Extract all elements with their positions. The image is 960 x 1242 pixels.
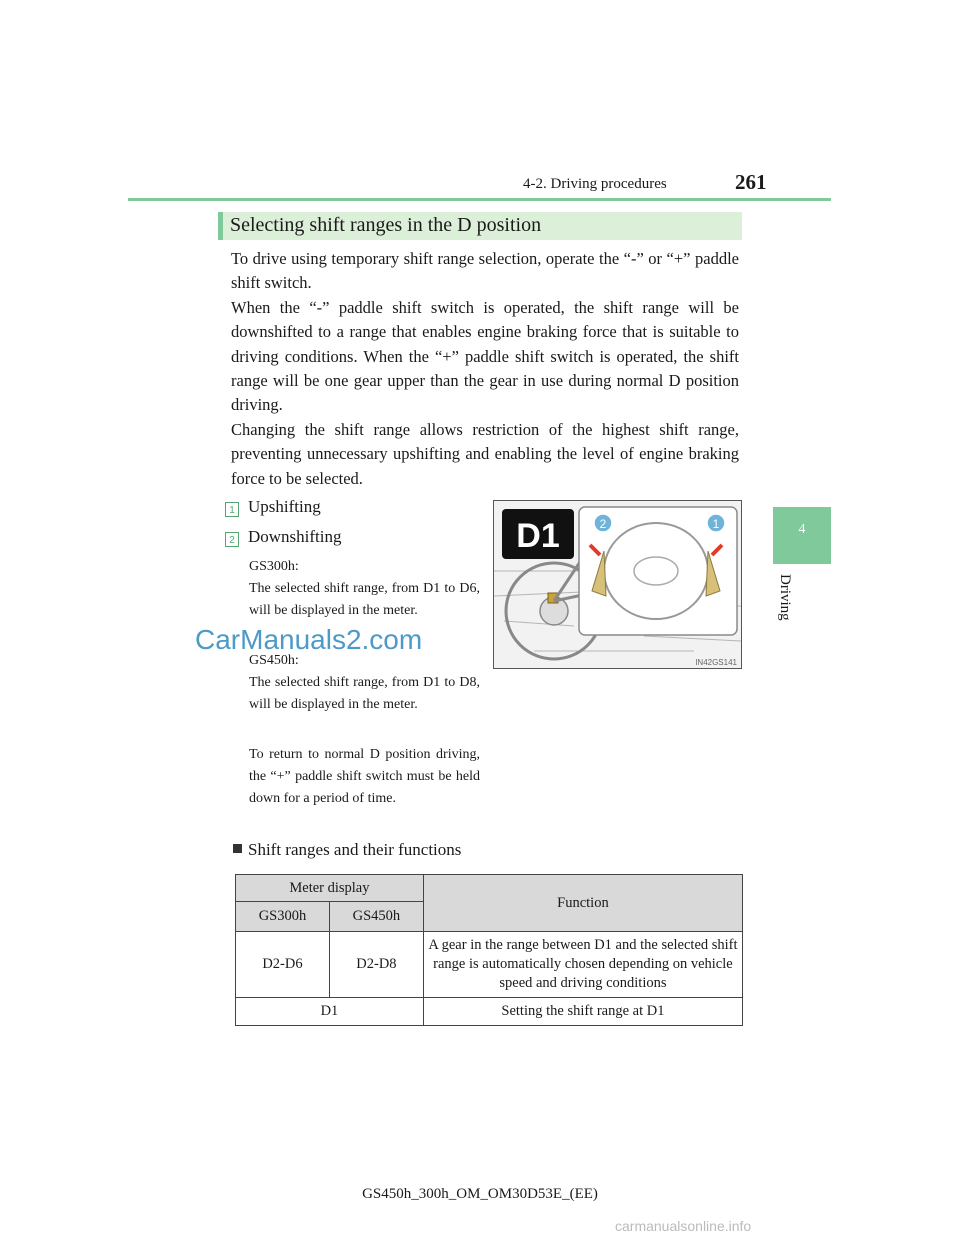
section-label: 4-2. Driving procedures: [523, 176, 667, 192]
table-cell-function: Setting the shift range at D1: [423, 998, 742, 1026]
note-gs450h-text: The selected shift range, from D1 to D8, will be displayed in the meter.: [249, 675, 480, 712]
figure-callout-1: 1: [712, 517, 720, 531]
document-footer: GS450h_300h_OM_OM30D53E_(EE): [362, 1186, 598, 1202]
table-header-gs300h: GS300h: [236, 902, 330, 932]
table-header-function: Function: [423, 875, 742, 932]
item-upshifting: Upshifting: [248, 497, 321, 516]
steering-wheel-figure: [493, 500, 742, 669]
page-number: 261: [735, 170, 767, 194]
subheading: Shift ranges and their functions: [233, 840, 461, 860]
note-gs300h-title: GS300h:: [249, 559, 299, 574]
callout-badge-1: 1: [225, 502, 239, 517]
bullet-square-icon: [233, 844, 242, 853]
chapter-tab-number: 4: [798, 522, 806, 537]
table-header-gs450h: GS450h: [329, 902, 423, 932]
note-return-text: To return to normal D position driving, the “+” paddle shift switch must be held down for a period of time.: [249, 747, 480, 806]
restriction-paragraph: Changing the shift range allows restriction of the highest shift range, preventing unnecessary upshifting and enabling the level of engine braking force to be selected.: [231, 420, 739, 488]
steering-paddle-illustration: [494, 501, 741, 668]
table-row: [236, 932, 743, 998]
note-gs450h-title: GS450h:: [249, 653, 299, 668]
figure-code: IN42GS141: [695, 658, 737, 667]
table-row: [236, 998, 743, 1026]
table-cell-function: A gear in the range between D1 and the selected shift range is automatically chosen depending on vehicle speed and driving conditions: [423, 932, 742, 998]
d1-display-text: D1: [516, 517, 560, 555]
shift-range-table: [235, 874, 743, 1026]
note-gs300h-text: The selected shift range, from D1 to D6, will be displayed in the meter.: [249, 581, 480, 618]
chapter-tab-label: Driving: [777, 574, 793, 621]
watermark-text: CarManuals2.com: [195, 624, 423, 655]
section-heading: Selecting shift ranges in the D position: [230, 214, 542, 236]
table-cell-gs450h: D2-D8: [329, 932, 423, 998]
footer-site-watermark: carmanualsonline.info: [615, 1218, 752, 1234]
table-cell-display: D1: [236, 998, 424, 1026]
figure-callout-2: 2: [599, 517, 607, 531]
intro-paragraph: To drive using temporary shift range selection, operate the “-” or “+” paddle shift switch.: [231, 249, 739, 293]
table-header-meter-display: Meter display: [236, 875, 424, 902]
item-downshifting: Downshifting: [248, 527, 342, 546]
callout-badge-2: 2: [225, 532, 239, 547]
downshift-paragraph: When the “-” paddle shift switch is operated, the shift range will be downshifted to a range that enables engine braking force that is suitable to driving conditions. When the “+” paddle shift switch is operated, the shift range will be one gear upper than the gear in use during normal D position driving.: [231, 298, 739, 415]
table-cell-gs300h: D2-D6: [236, 932, 330, 998]
header-rule: [128, 198, 831, 201]
